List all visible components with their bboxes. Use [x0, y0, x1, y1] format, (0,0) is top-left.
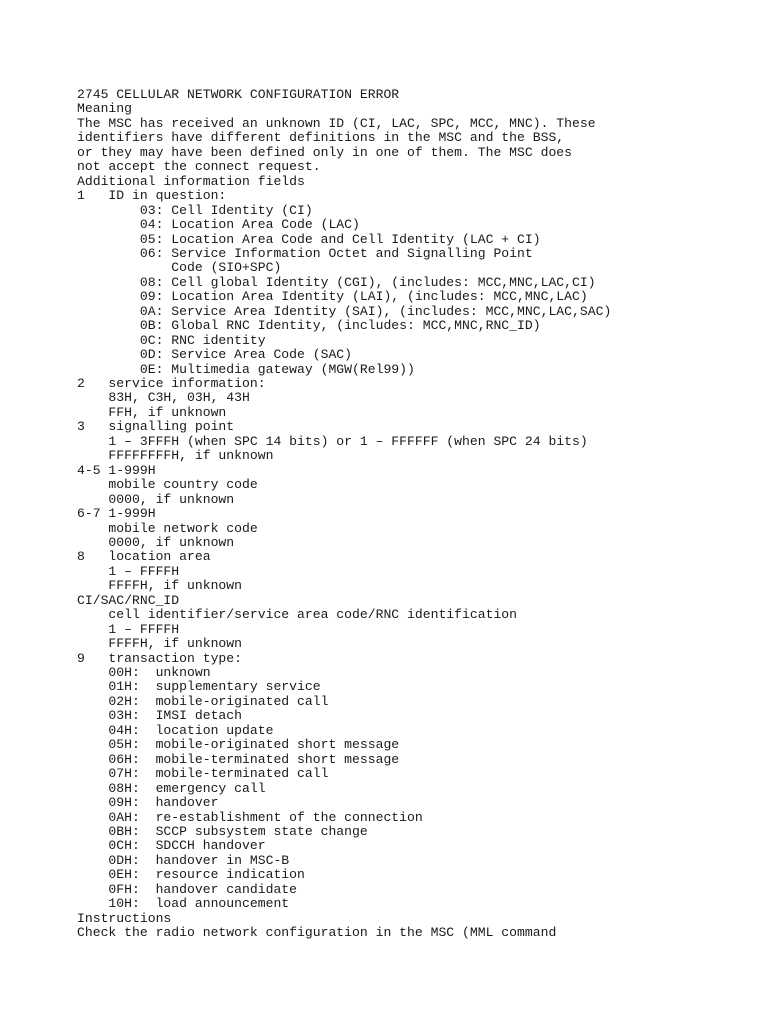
- document-line: 09H: handover: [77, 795, 219, 811]
- document-line: 83H, C3H, 03H, 43H: [77, 390, 250, 406]
- document-line: 6-7 1-999H: [77, 506, 156, 522]
- document-line: 06: Service Information Octet and Signalling Point: [77, 245, 533, 261]
- document-line: FFH, if unknown: [77, 404, 227, 420]
- document-line: 0D: Service Area Code (SAC): [77, 347, 353, 363]
- document-line: 01H: supplementary service: [77, 679, 321, 695]
- document-line: 09: Location Area Identity (LAI), (includes: MCC,MNC,LAC): [77, 289, 588, 305]
- document-line: not accept the connect request.: [77, 159, 321, 175]
- document-line: Instructions: [77, 910, 172, 926]
- document-line: 10H: load announcement: [77, 896, 290, 912]
- document-line: 2 service information:: [77, 376, 266, 391]
- document-line: 0FH: handover candidate: [77, 881, 298, 897]
- document-line: 0DH: handover in MSC-B: [77, 852, 290, 868]
- document-line: FFFFH, if unknown: [77, 636, 243, 652]
- document-line: mobile network code: [77, 520, 258, 536]
- document-line: Check the radio network configuration in the MSC (MML command: [77, 925, 557, 941]
- document-line: 1 ID in question:: [77, 188, 227, 204]
- document-line: 0A: Service Area Identity (SAI), (includes: MCC,MNC,LAC,SAC): [77, 303, 612, 319]
- document-line: or they may have been defined only in one of them. The MSC does: [77, 144, 573, 160]
- document-line: 8 location area: [77, 549, 211, 565]
- document-line: 3 signalling point: [77, 419, 235, 435]
- document-line: 08H: emergency call: [77, 780, 266, 796]
- document-line: 04: Location Area Code (LAC): [77, 217, 360, 233]
- document-line: 08: Cell global Identity (CGI), (includes: MCC,MNC,LAC,CI): [77, 274, 596, 290]
- document-line: 9 transaction type:: [77, 650, 243, 666]
- document-line: 00H: unknown: [77, 665, 211, 680]
- document-line: Meaning: [77, 101, 133, 117]
- document-line: The MSC has received an unknown ID (CI, LAC, SPC, MCC, MNC). These: [77, 115, 596, 131]
- document-line: 0000, if unknown: [77, 534, 235, 550]
- document-line: 0C: RNC identity: [77, 332, 266, 348]
- document-line: 2745 CELLULAR NETWORK CONFIGURATION ERROR: [77, 87, 400, 102]
- document-line: 0000, if unknown: [77, 491, 235, 507]
- document-line: 07H: mobile-terminated call: [77, 766, 329, 782]
- document-line: 05H: mobile-originated short message: [77, 737, 400, 753]
- document-line: 03: Cell Identity (CI): [77, 202, 313, 218]
- document-line: FFFFFFFFH, if unknown: [77, 448, 274, 464]
- document-line: 0BH: SCCP subsystem state change: [77, 823, 368, 839]
- document-line: 4-5 1-999H: [77, 462, 156, 478]
- document-line: 06H: mobile-terminated short message: [77, 751, 400, 767]
- document-line: 1 – FFFFH: [77, 563, 180, 579]
- document-line: 1 – 3FFFH (when SPC 14 bits) or 1 – FFFFFF (when SPC 24 bits): [77, 433, 588, 449]
- document-line: 05: Location Area Code and Cell Identity (LAC + CI): [77, 231, 541, 247]
- document-line: Code (SIO+SPC): [77, 260, 282, 276]
- document-line: CI/SAC/RNC_ID: [77, 592, 180, 608]
- document-line: 1 – FFFFH: [77, 621, 180, 637]
- document-line: 0AH: re-establishment of the connection: [77, 809, 423, 825]
- document-line: cell identifier/service area code/RNC identification: [77, 607, 518, 623]
- document-line: mobile country code: [77, 477, 258, 493]
- document-line: Additional information fields: [77, 173, 305, 189]
- document-line: 0CH: SDCCH handover: [77, 838, 266, 854]
- document-line: identifiers have different definitions in the MSC and the BSS,: [77, 130, 565, 146]
- document-line: 0B: Global RNC Identity, (includes: MCC,MNC,RNC_ID): [77, 318, 541, 334]
- document-line: 0E: Multimedia gateway (MGW(Rel99)): [77, 361, 415, 377]
- document-line: 02H: mobile-originated call: [77, 693, 329, 709]
- document-line: 03H: IMSI detach: [77, 708, 243, 724]
- document-line: 04H: location update: [77, 722, 274, 738]
- document-line: FFFFH, if unknown: [77, 578, 243, 594]
- document-line: 0EH: resource indication: [77, 867, 305, 883]
